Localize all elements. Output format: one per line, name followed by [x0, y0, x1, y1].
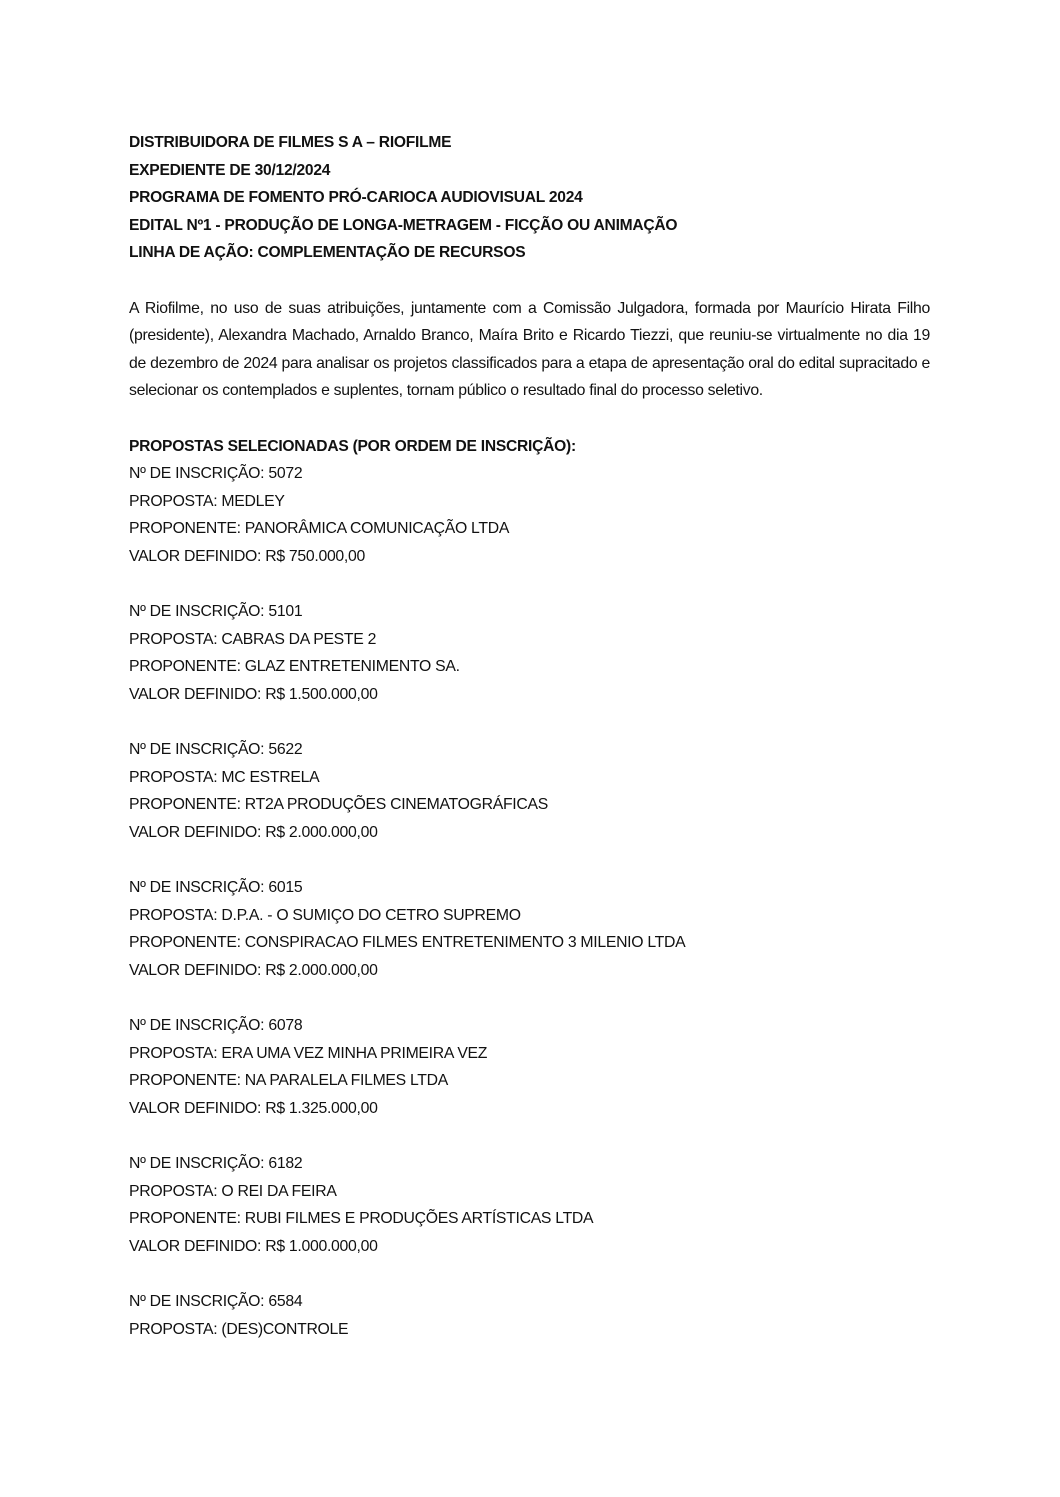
proposal-valor-value: R$ 750.000,00 [265, 547, 365, 565]
proposal-valor-line [129, 1233, 930, 1261]
proposal-proponente-label: PROPONENTE: [129, 796, 241, 814]
proposal-proposta-value: MEDLEY [221, 492, 285, 510]
spacer [129, 571, 930, 599]
proposal-proposta-label: PROPOSTA: [129, 1320, 218, 1338]
proposal-proposta-value: CABRAS DA PESTE 2 [221, 630, 377, 648]
proposal-proposta-line [129, 902, 930, 930]
proposal-valor-label: VALOR DEFINIDO: [129, 823, 262, 841]
proposal-inscricao-line [129, 598, 930, 626]
proposal-proponente-value: CONSPIRACAO FILMES ENTRETENIMENTO 3 MILENIO LTDA [244, 934, 686, 952]
proposal-inscricao-value: 5622 [268, 741, 303, 759]
section-title: PROPOSTAS SELECIONADAS (POR ORDEM DE INSCRIÇÃO): [129, 437, 576, 455]
proposal-proposta-label: PROPOSTA: [129, 1182, 218, 1200]
proposal-proponente-value: RUBI FILMES E PRODUÇÕES ARTÍSTICAS LTDA [244, 1210, 594, 1228]
proposal-proposta-line [129, 626, 930, 654]
proposal-entry [129, 736, 930, 846]
proposal-valor-line [129, 543, 930, 571]
spacer [129, 1260, 930, 1288]
proposal-proposta-label: PROPOSTA: [129, 768, 218, 786]
proposal-proposta-label: PROPOSTA: [129, 906, 218, 924]
proposal-inscricao-value: 6584 [268, 1292, 303, 1310]
proposal-valor-label: VALOR DEFINIDO: [129, 547, 262, 565]
spacer [129, 708, 930, 736]
proposal-inscricao-label: Nº DE INSCRIÇÃO: [129, 465, 265, 483]
proposal-inscricao-line [129, 1150, 930, 1178]
proposal-entry [129, 1012, 930, 1122]
proposal-proponente-value: NA PARALELA FILMES LTDA [244, 1072, 448, 1090]
proposal-valor-value: R$ 1.000.000,00 [265, 1237, 378, 1255]
proposal-proposta-line [129, 488, 930, 516]
proposal-inscricao-label: Nº DE INSCRIÇÃO: [129, 603, 265, 621]
proposal-proposta-label: PROPOSTA: [129, 630, 218, 648]
proposal-proposta-value: MC ESTRELA [221, 768, 320, 786]
proposal-inscricao-value: 6015 [268, 879, 303, 897]
proposal-proponente-label: PROPONENTE: [129, 520, 241, 538]
header-edital: EDITAL Nº1 - PRODUÇÃO DE LONGA-METRAGEM - FICÇÃO OU ANIMAÇÃO [129, 216, 678, 234]
spacer [129, 984, 930, 1012]
proposal-inscricao-label: Nº DE INSCRIÇÃO: [129, 1292, 265, 1310]
proposal-proposta-line [129, 1178, 930, 1206]
proposal-proponente-value: RT2A PRODUÇÕES CINEMATOGRÁFICAS [244, 796, 548, 814]
proposal-valor-line [129, 1095, 930, 1123]
proposals-list [129, 460, 930, 1343]
proposal-proposta-value: (DES)CONTROLE [221, 1320, 349, 1338]
proposal-entry [129, 1288, 930, 1343]
document-header [129, 129, 930, 267]
proposal-valor-value: R$ 2.000.000,00 [265, 961, 378, 979]
proposal-valor-label: VALOR DEFINIDO: [129, 1099, 262, 1117]
spacer [129, 1122, 930, 1150]
proposal-valor-line [129, 681, 930, 709]
proposal-valor-line [129, 819, 930, 847]
proposal-proposta-label: PROPOSTA: [129, 1044, 218, 1062]
proposal-valor-value: R$ 2.000.000,00 [265, 823, 378, 841]
proposal-proponente-value: GLAZ ENTRETENIMENTO SA. [244, 658, 460, 676]
proposal-proposta-label: PROPOSTA: [129, 492, 218, 510]
header-company: DISTRIBUIDORA DE FILMES S A – RIOFILME [129, 134, 452, 151]
proposal-valor-value: R$ 1.500.000,00 [265, 685, 378, 703]
proposal-valor-label: VALOR DEFINIDO: [129, 685, 262, 703]
proposal-proponente-label: PROPONENTE: [129, 1210, 241, 1228]
proposal-proposta-value: D.P.A. - O SUMIÇO DO CETRO SUPREMO [221, 906, 521, 924]
proposal-inscricao-line [129, 460, 930, 488]
proposal-entry [129, 874, 930, 984]
proposal-inscricao-label: Nº DE INSCRIÇÃO: [129, 741, 265, 759]
proposal-valor-label: VALOR DEFINIDO: [129, 1237, 262, 1255]
proposal-inscricao-value: 5072 [268, 465, 303, 483]
proposal-inscricao-label: Nº DE INSCRIÇÃO: [129, 1154, 265, 1172]
proposal-proposta-value: O REI DA FEIRA [221, 1182, 337, 1200]
header-expediente: EXPEDIENTE DE 30/12/2024 [129, 161, 331, 179]
proposal-entry [129, 1150, 930, 1260]
proposal-proposta-line [129, 764, 930, 792]
proposal-proponente-label: PROPONENTE: [129, 934, 241, 952]
proposal-inscricao-line [129, 736, 930, 764]
proposal-valor-label: VALOR DEFINIDO: [129, 961, 262, 979]
proposal-proponente-line [129, 1205, 930, 1233]
proposal-proposta-value: ERA UMA VEZ MINHA PRIMEIRA VEZ [221, 1044, 488, 1062]
proposal-proponente-line [129, 653, 930, 681]
spacer [129, 846, 930, 874]
proposal-proponente-value: PANORÂMICA COMUNICAÇÃO LTDA [244, 520, 510, 538]
proposal-inscricao-label: Nº DE INSCRIÇÃO: [129, 879, 265, 897]
proposal-proponente-line [129, 929, 930, 957]
proposal-inscricao-value: 6182 [268, 1154, 303, 1172]
proposal-inscricao-label: Nº DE INSCRIÇÃO: [129, 1017, 265, 1034]
proposal-inscricao-line [129, 874, 930, 902]
proposal-proponente-line [129, 1067, 930, 1095]
proposal-proposta-line [129, 1040, 930, 1068]
spacer [129, 267, 930, 295]
document-page [129, 129, 930, 1343]
header-programa: PROGRAMA DE FOMENTO PRÓ-CARIOCA AUDIOVISUAL 2024 [129, 189, 583, 207]
spacer [129, 405, 930, 433]
proposal-inscricao-line [129, 1288, 930, 1316]
proposal-entry [129, 598, 930, 708]
proposal-proponente-line [129, 791, 930, 819]
proposal-inscricao-value: 6078 [268, 1017, 303, 1034]
proposal-proponente-label: PROPONENTE: [129, 1072, 241, 1090]
proposal-proponente-line [129, 515, 930, 543]
proposal-proposta-line [129, 1316, 930, 1344]
proposal-entry [129, 460, 930, 570]
header-linha-de-acao: LINHA DE AÇÃO: COMPLEMENTAÇÃO DE RECURSOS [129, 244, 526, 262]
proposal-valor-value: R$ 1.325.000,00 [265, 1099, 378, 1117]
proposal-proponente-label: PROPONENTE: [129, 658, 241, 676]
proposal-valor-line [129, 957, 930, 985]
proposal-inscricao-line [129, 1012, 930, 1040]
proposal-inscricao-value: 5101 [268, 603, 303, 621]
intro-paragraph: A Riofilme, no uso de suas atribuições, juntamente com a Comissão Julgadora, formada por Maurício Hirata Filho (presidente), Alexandra Machado, Arnaldo Branco, Maíra Brito e Ricardo Tiezzi, que reuniu-se virtualmente no dia 19 de dezembro de 2024 para analisar os projetos classificados para a etapa de apresentação oral do edital supracitado e selecionar os contemplados e suplentes, tornam público o resultado final do processo seletivo. [129, 299, 930, 400]
